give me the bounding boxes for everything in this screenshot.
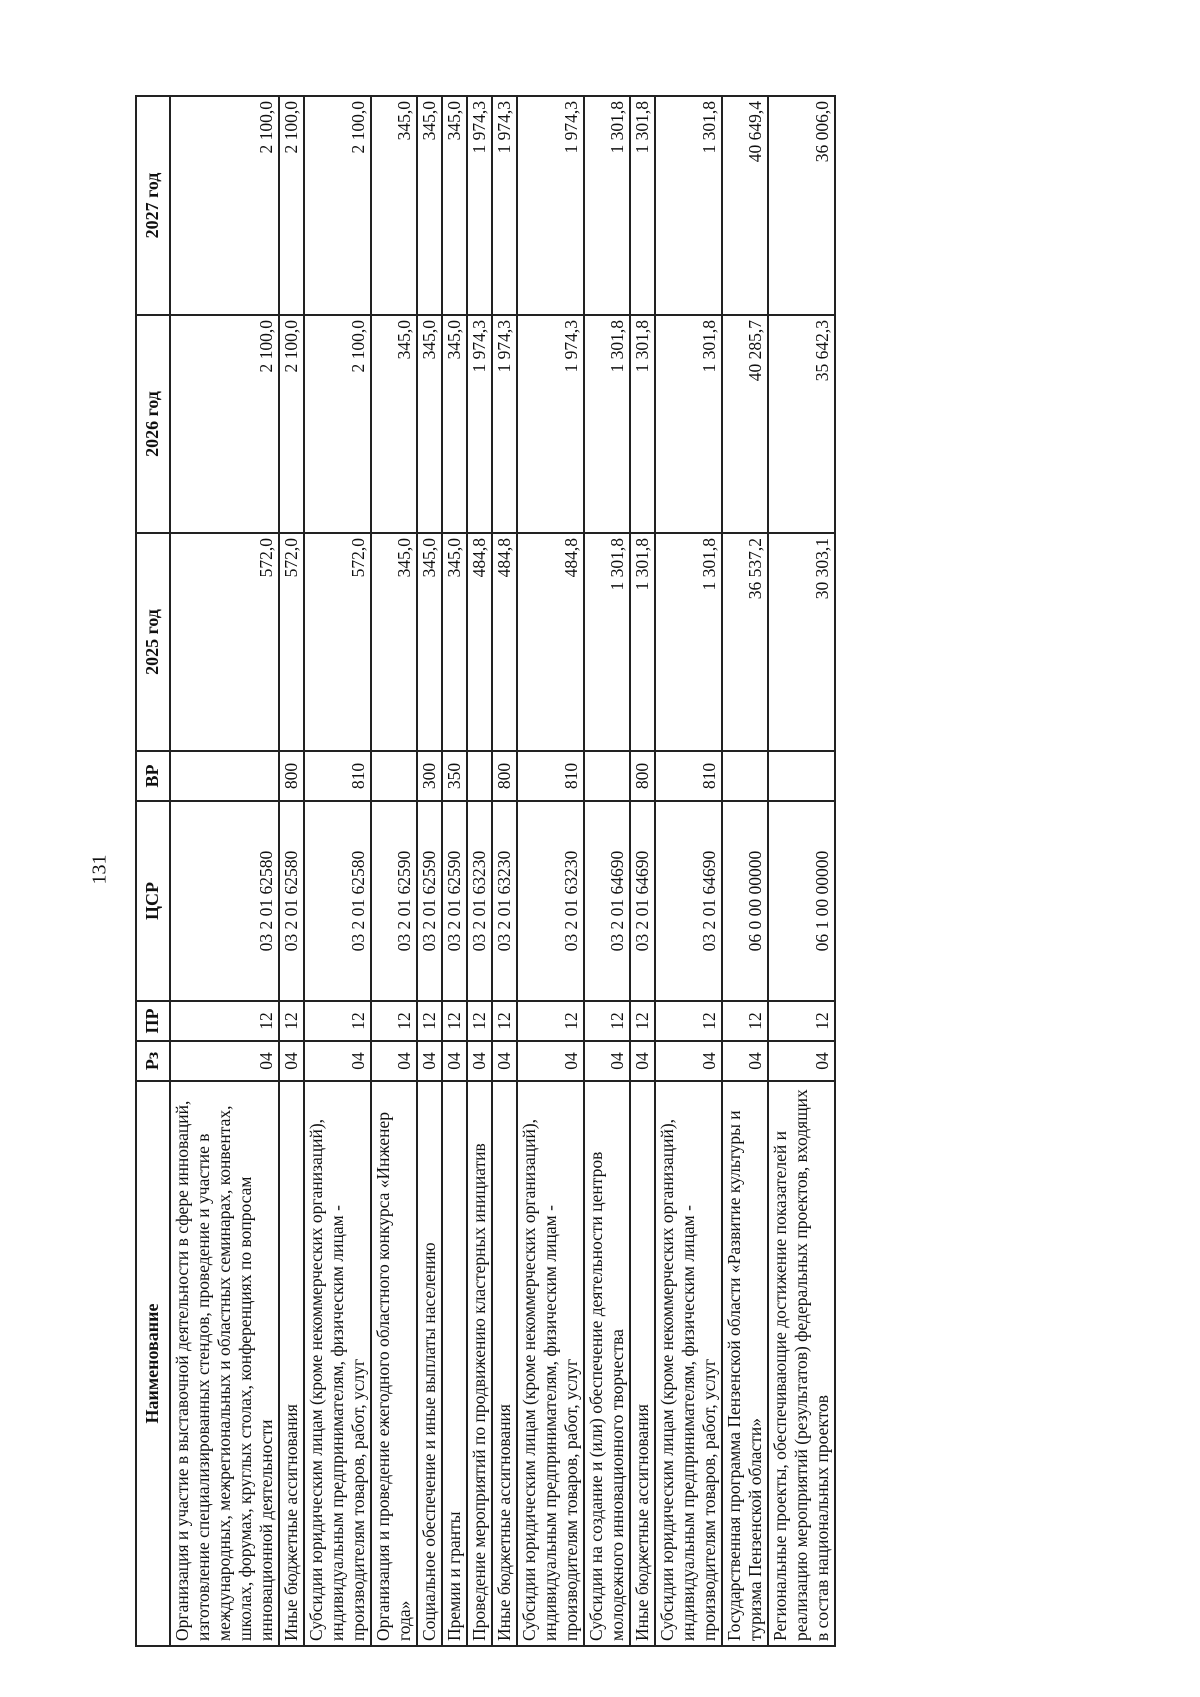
- cell-2025: 484,8: [492, 533, 517, 751]
- cell-2027: 1 301,8: [584, 96, 630, 315]
- cell-2025: 572,0: [170, 533, 279, 751]
- cell-csr: 03 2 01 62580: [170, 801, 279, 1001]
- cell-2027: 1 974,3: [492, 96, 517, 315]
- cell-2026: 1 974,3: [492, 315, 517, 533]
- header-rz: Рз: [136, 1041, 170, 1081]
- table-row: [371, 96, 417, 1646]
- cell-2026: 1 301,8: [630, 315, 655, 533]
- cell-csr: 03 2 01 64690: [655, 801, 722, 1001]
- table-row: [442, 96, 467, 1646]
- cell-2027: 345,0: [371, 96, 417, 315]
- table-row: [492, 96, 517, 1646]
- cell-csr: 06 1 00 00000: [768, 801, 835, 1001]
- cell-2027: 345,0: [442, 96, 467, 315]
- cell-rz: 04: [655, 1041, 722, 1081]
- cell-csr: 03 2 01 64690: [584, 801, 630, 1001]
- header-name: Наименование: [136, 1081, 170, 1646]
- cell-pr: 12: [630, 1001, 655, 1041]
- cell-name: Субсидии юридическим лицам (кроме некоммерческих организаций), индивидуальным предпринимателям, физическим лицам - производителям товаров, работ, услуг: [517, 1081, 584, 1646]
- cell-vr: 810: [655, 751, 722, 801]
- cell-csr: 03 2 01 63230: [517, 801, 584, 1001]
- cell-pr: 12: [584, 1001, 630, 1041]
- cell-rz: 04: [304, 1041, 371, 1081]
- cell-2026: 345,0: [442, 315, 467, 533]
- cell-name: Организация и участие в выставочной деятельности в сфере инноваций, изготовление специализированных стендов, проведение и участие в международных, межрегиональных и областных семинарах, конвентах, школах, форумах, круглых столах, конференциях по вопросам инновационной деятельности: [170, 1081, 279, 1646]
- cell-2025: 1 301,8: [584, 533, 630, 751]
- table-row: [304, 96, 371, 1646]
- table-row: [467, 96, 492, 1646]
- cell-pr: 12: [467, 1001, 492, 1041]
- cell-vr: [371, 751, 417, 801]
- table-row: [722, 96, 768, 1646]
- cell-2027: 345,0: [417, 96, 442, 315]
- cell-2026: 2 100,0: [170, 315, 279, 533]
- cell-rz: 04: [279, 1041, 304, 1081]
- cell-pr: 12: [768, 1001, 835, 1041]
- cell-name: Субсидии юридическим лицам (кроме некоммерческих организаций), индивидуальным предпринимателям, физическим лицам - производителям товаров, работ, услуг: [304, 1081, 371, 1646]
- cell-rz: 04: [442, 1041, 467, 1081]
- cell-2027: 2 100,0: [279, 96, 304, 315]
- cell-pr: 12: [170, 1001, 279, 1041]
- cell-rz: 04: [371, 1041, 417, 1081]
- cell-2025: 36 537,2: [722, 533, 768, 751]
- table-row: [517, 96, 584, 1646]
- header-2027: 2027 год: [136, 96, 170, 315]
- cell-2026: 1 974,3: [467, 315, 492, 533]
- cell-name: Иные бюджетные ассигнования: [492, 1081, 517, 1646]
- cell-vr: [768, 751, 835, 801]
- cell-vr: 810: [304, 751, 371, 801]
- cell-name: Иные бюджетные ассигнования: [279, 1081, 304, 1646]
- header-2026: 2026 год: [136, 315, 170, 533]
- cell-pr: 12: [492, 1001, 517, 1041]
- cell-2025: 484,8: [467, 533, 492, 751]
- cell-rz: 04: [630, 1041, 655, 1081]
- cell-name: Субсидии на создание и (или) обеспечение деятельности центров молодежного инновационного творчества: [584, 1081, 630, 1646]
- cell-name: Государственная программа Пензенской области «Развитие культуры и туризма Пензенской области»: [722, 1081, 768, 1646]
- cell-rz: 04: [170, 1041, 279, 1081]
- cell-vr: 800: [492, 751, 517, 801]
- cell-name: Субсидии юридическим лицам (кроме некоммерческих организаций), индивидуальным предпринимателям, физическим лицам - производителям товаров, работ, услуг: [655, 1081, 722, 1646]
- cell-pr: 12: [304, 1001, 371, 1041]
- cell-csr: 03 2 01 62590: [442, 801, 467, 1001]
- cell-name: Проведение мероприятий по продвижению кластерных инициатив: [467, 1081, 492, 1646]
- cell-name: Социальное обеспечение и иные выплаты населению: [417, 1081, 442, 1646]
- cell-2027: 36 006,0: [768, 96, 835, 315]
- cell-2027: 2 100,0: [170, 96, 279, 315]
- cell-2026: 1 301,8: [655, 315, 722, 533]
- table-row: [584, 96, 630, 1646]
- cell-2027: 1 301,8: [655, 96, 722, 315]
- cell-vr: 300: [417, 751, 442, 801]
- cell-2025: 345,0: [371, 533, 417, 751]
- cell-pr: 12: [371, 1001, 417, 1041]
- header-pr: ПР: [136, 1001, 170, 1041]
- table-row: [170, 96, 279, 1646]
- cell-vr: 350: [442, 751, 467, 801]
- cell-rz: 04: [417, 1041, 442, 1081]
- cell-name: Региональные проекты, обеспечивающие достижение показателей и реализацию мероприятий (результатов) федеральных проектов, входящих в состав национальных проектов: [768, 1081, 835, 1646]
- cell-name: Организация и проведение ежегодного областного конкурса «Инженер года»: [371, 1081, 417, 1646]
- cell-2027: 1 974,3: [517, 96, 584, 315]
- cell-2025: 30 303,1: [768, 533, 835, 751]
- cell-2025: 572,0: [279, 533, 304, 751]
- rotated-table-container: [135, 97, 1085, 1647]
- cell-csr: 03 2 01 62590: [371, 801, 417, 1001]
- cell-rz: 04: [722, 1041, 768, 1081]
- cell-2025: 484,8: [517, 533, 584, 751]
- header-vr: ВР: [136, 751, 170, 801]
- cell-vr: [722, 751, 768, 801]
- cell-rz: 04: [768, 1041, 835, 1081]
- cell-csr: 03 2 01 64690: [630, 801, 655, 1001]
- cell-pr: 12: [417, 1001, 442, 1041]
- cell-2026: 1 974,3: [517, 315, 584, 533]
- cell-rz: 04: [492, 1041, 517, 1081]
- cell-pr: 12: [279, 1001, 304, 1041]
- budget-table: [135, 95, 836, 1647]
- cell-2027: 40 649,4: [722, 96, 768, 315]
- cell-vr: [584, 751, 630, 801]
- cell-pr: 12: [517, 1001, 584, 1041]
- cell-2026: 1 301,8: [584, 315, 630, 533]
- table-header-row: [136, 96, 170, 1646]
- cell-2027: 1 301,8: [630, 96, 655, 315]
- cell-csr: 03 2 01 62580: [279, 801, 304, 1001]
- cell-2026: 2 100,0: [304, 315, 371, 533]
- cell-vr: 800: [630, 751, 655, 801]
- cell-2026: 345,0: [371, 315, 417, 533]
- cell-2025: 1 301,8: [630, 533, 655, 751]
- cell-2026: 345,0: [417, 315, 442, 533]
- cell-pr: 12: [722, 1001, 768, 1041]
- table-row: [768, 96, 835, 1646]
- cell-name: Премии и гранты: [442, 1081, 467, 1646]
- cell-rz: 04: [467, 1041, 492, 1081]
- cell-csr: 03 2 01 62590: [417, 801, 442, 1001]
- table-body: [170, 96, 835, 1646]
- cell-vr: [467, 751, 492, 801]
- cell-2025: 345,0: [417, 533, 442, 751]
- cell-2027: 1 974,3: [467, 96, 492, 315]
- cell-pr: 12: [655, 1001, 722, 1041]
- cell-vr: [170, 751, 279, 801]
- cell-csr: 03 2 01 62580: [304, 801, 371, 1001]
- cell-name: Иные бюджетные ассигнования: [630, 1081, 655, 1646]
- cell-csr: 06 0 00 00000: [722, 801, 768, 1001]
- cell-2025: 345,0: [442, 533, 467, 751]
- table-row: [417, 96, 442, 1646]
- cell-csr: 03 2 01 63230: [467, 801, 492, 1001]
- cell-vr: 800: [279, 751, 304, 801]
- cell-rz: 04: [517, 1041, 584, 1081]
- cell-2027: 2 100,0: [304, 96, 371, 315]
- table-row: [655, 96, 722, 1646]
- cell-2026: 2 100,0: [279, 315, 304, 533]
- cell-pr: 12: [442, 1001, 467, 1041]
- cell-csr: 03 2 01 63230: [492, 801, 517, 1001]
- cell-2025: 572,0: [304, 533, 371, 751]
- cell-2026: 40 285,7: [722, 315, 768, 533]
- header-2025: 2025 год: [136, 533, 170, 751]
- cell-rz: 04: [584, 1041, 630, 1081]
- cell-vr: 810: [517, 751, 584, 801]
- table-row: [630, 96, 655, 1646]
- page-number: 131: [88, 854, 111, 885]
- table-row: [279, 96, 304, 1646]
- cell-2026: 35 642,3: [768, 315, 835, 533]
- header-csr: ЦСР: [136, 801, 170, 1001]
- cell-2025: 1 301,8: [655, 533, 722, 751]
